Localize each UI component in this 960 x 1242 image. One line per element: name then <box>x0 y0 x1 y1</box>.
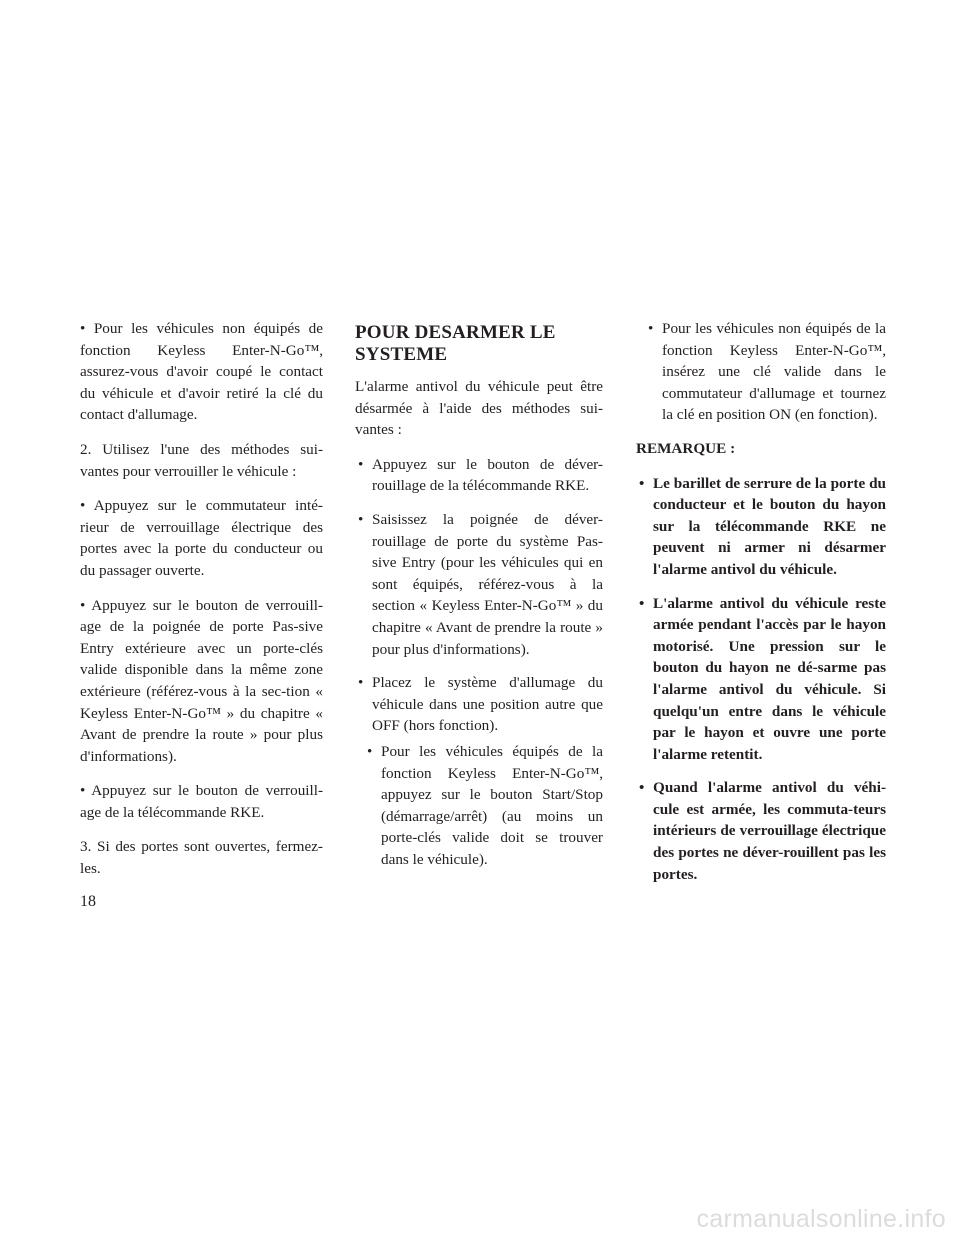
paragraph: • Pour les véhicules non équipés de fonction Keyless Enter-N-Go™, assurez-vous d'avoir coupé le contact du véhicule et d'avoir retiré la clé du contact d'allumage. <box>80 320 323 424</box>
list-item: • Placez le système d'allumage du véhicule dans une position autre que OFF (hors fonction). <box>355 672 603 737</box>
continued-list <box>636 318 886 426</box>
list-item: • Saisissez la poignée de déver-rouillage de porte du système Pas-sive Entry (pour les véhicules qui en sont équipés, référez-vous à la section « Keyless Enter-N-Go™ » du chapitre « Avant de prendre la route » pour plus d'informations). <box>355 509 603 660</box>
list-item: • Appuyez sur le bouton de déver-rouillage de la télécommande RKE. <box>355 454 603 497</box>
sub-list-item: • Pour les véhicules non équipés de la fonction Keyless Enter-N-Go™, insérez une clé valide dans le commutateur d'allumage et tournez la clé en position ON (en fonction). <box>643 318 886 426</box>
watermark: carmanualsonline.info <box>696 1205 946 1233</box>
left-column <box>80 318 323 893</box>
right-column <box>636 318 886 897</box>
paragraph: • Appuyez sur le bouton de verrouill-age de la télécommande RKE. <box>80 782 323 821</box>
section-heading: POUR DESARMER LE SYSTEME <box>355 322 556 365</box>
notes-list <box>636 473 886 886</box>
paragraph: 3. Si des portes sont ouvertes, fermez-les. <box>80 838 323 878</box>
paragraph: • Appuyez sur le commutateur inté-rieur de verrouillage électrique des portes avec la porte du conducteur ou du passager ouverte. <box>80 497 323 579</box>
intro-paragraph: L'alarme antivol du véhicule peut être désarmée à l'aide des méthodes sui-vantes : <box>355 378 603 439</box>
note-item: • L'alarme antivol du véhicule reste armée pendant l'accès par le hayon motorisé. Une pression sur le bouton du hayon ne dé-sarme pas l'alarme antivol du véhicule. Si quelqu'un entre dans le véhicule par le hayon et ouvre une porte l'alarme retentit. <box>636 593 886 766</box>
note-item: • Quand l'alarme antivol du véhi-cule est armée, les commuta-teurs intérieurs de verrouillage électrique des portes ne déver-rouillent pas les portes. <box>636 777 886 885</box>
disarm-methods-list <box>355 454 603 871</box>
sub-list-item: • Pour les véhicules équipés de la fonction Keyless Enter-N-Go™, appuyez sur le bouton Start/Stop (démarrage/arrêt) (au moins un porte-clés valide doit se trouver dans le véhicule). <box>362 741 603 871</box>
paragraph: 2. Utilisez l'une des méthodes sui-vantes pour verrouiller le véhicule : <box>80 440 323 480</box>
note-title: REMARQUE : <box>636 439 736 457</box>
page-number: 18 <box>80 893 96 910</box>
paragraph: • Appuyez sur le bouton de verrouill-age de la poignée de porte Pas-sive Entry extérieure avec un porte-clés valide disponible dans la même zone extérieure (référez-vous à la sec-tion « Keyless Enter-N-Go™ » du chapitre « Avant de prendre la route » pour plus d'informations). <box>80 596 323 765</box>
middle-column <box>355 322 603 880</box>
note-item: • Le barillet de serrure de la porte du conducteur et le bouton du hayon sur la télécommande RKE ne peuvent ni armer ni désarmer l'alarme antivol du véhicule. <box>636 473 886 581</box>
